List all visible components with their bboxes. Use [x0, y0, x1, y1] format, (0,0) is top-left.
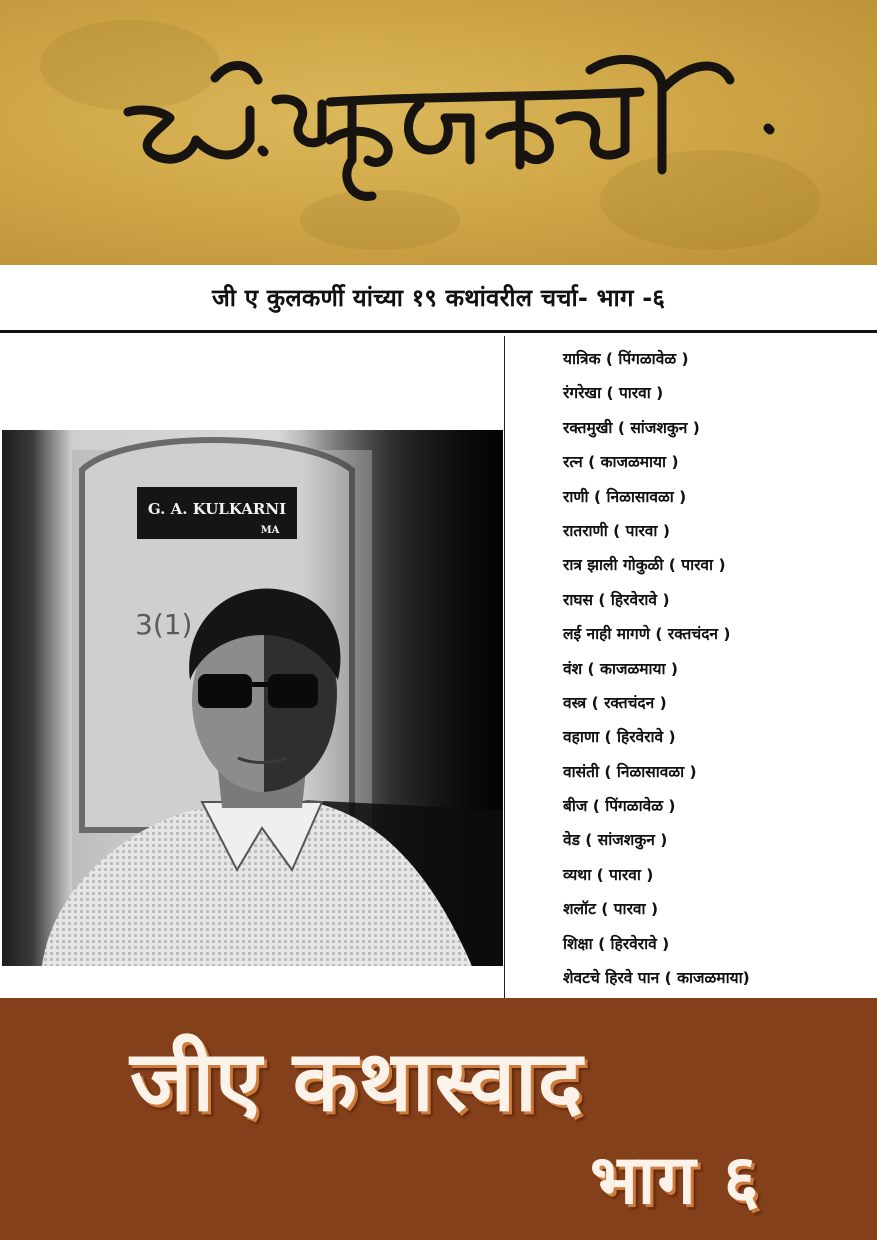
list-item: रंगरेखा ( पारवा ) — [563, 384, 664, 403]
column-divider — [504, 336, 505, 998]
list-item: लई नाही मागणे ( रक्तचंदन ) — [563, 625, 731, 644]
story-list — [563, 342, 875, 995]
list-item: रातराणी ( पारवा ) — [563, 521, 670, 540]
door-sign-sub: MA — [260, 525, 280, 536]
list-item: शिक्षा ( हिरवेरावे ) — [563, 934, 670, 953]
list-item: राणी ( निळासावळा ) — [563, 487, 687, 506]
author-photo-drawing — [2, 430, 503, 966]
list-item: शेवटचे हिरवे पान ( काजळमाया) — [563, 969, 750, 988]
footer-part: भाग ६ — [590, 1141, 761, 1220]
list-item: व्यथा ( पारवा ) — [563, 865, 654, 884]
page-subtitle: जी ए कुलकर्णी यांच्या १९ कथांवरील चर्चा- भाग -६ — [211, 284, 666, 312]
list-item: यात्रिक ( पिंगळावेळ ) — [563, 350, 689, 368]
door-sign-text: G. A. KULKARNI — [147, 500, 287, 518]
handwritten-signature — [0, 0, 877, 265]
list-item: वहाणा ( हिरवेरावे ) — [563, 728, 676, 747]
footer-title: जीए कथास्वाद — [130, 1032, 584, 1130]
signature-banner — [0, 0, 877, 265]
subtitle-row — [0, 265, 877, 333]
door-number: 3(1) — [135, 608, 193, 641]
footer-band — [0, 998, 877, 1240]
list-item: राघस ( हिरवेरावे ) — [563, 590, 670, 609]
list-item: बीज ( पिंगळावेळ ) — [563, 797, 676, 816]
list-item: शलॉट ( पारवा ) — [563, 900, 659, 919]
list-item: रक्तमुखी ( सांजशकुन ) — [563, 418, 700, 437]
list-item: वस्त्र ( रक्तचंदन ) — [563, 693, 667, 712]
list-item: वंश ( काजळमाया ) — [563, 659, 679, 678]
list-item: वासंती ( निळासावळा ) — [563, 762, 697, 781]
author-photo — [2, 430, 503, 966]
list-item: रत्न ( काजळमाया ) — [563, 453, 679, 472]
list-item: वेड ( सांजशकुन ) — [563, 831, 668, 850]
list-item: रात्र झाली गोकुळी ( पारवा ) — [563, 556, 726, 575]
